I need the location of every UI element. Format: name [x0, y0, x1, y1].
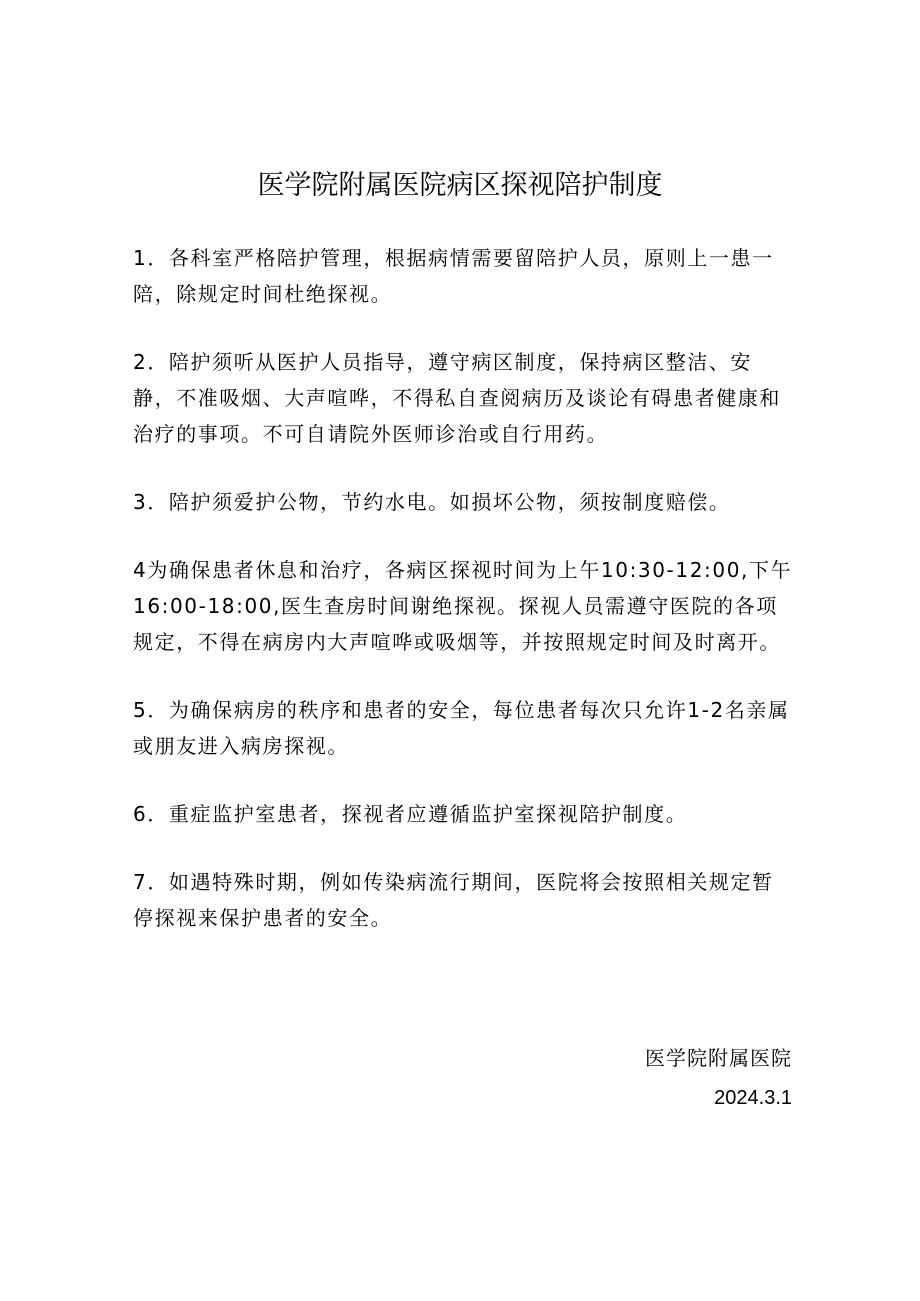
paragraph-6: 6．重症监护室患者，探视者应遵循监护室探视陪护制度。 — [133, 802, 688, 826]
signature-date: 2024.3.1 — [714, 1087, 792, 1109]
paragraph-2: 2．陪护须听从医护人员指导，遵守病区制度，保持病区整洁、安静，不准吸烟、大声喧哗，不得私自查阅病历及谈论有碍患者健康和治疗的事项。不可自请院外医师诊治或自行用药。 — [133, 350, 781, 446]
paragraph-4: 4为确保患者休息和治疗，各病区探视时间为上午10:30-12:00,下午16:00-18:00,医生查房时间谢绝探视。探视人员需遵守医院的各项规定，不得在病房内大声喧哗或吸烟等，并按照规定时间及时离开。 — [133, 558, 793, 654]
signature-organization: 医学院附属医院 — [645, 1046, 792, 1070]
paragraph-1: 1．各科室严格陪护管理，根据病情需要留陪护人员，原则上一患一陪，除规定时间杜绝探视。 — [133, 246, 774, 306]
paragraph-3: 3．陪护须爱护公物，节约水电。如损坏公物，须按制度赔偿。 — [133, 490, 731, 514]
document-title: 医学院附属医院病区探视陪护制度 — [257, 170, 663, 201]
paragraph-7: 7．如遇特殊时期，例如传染病流行期间，医院将会按照相关规定暂停探视来保护患者的安全。 — [133, 870, 774, 930]
signature-block — [645, 1038, 792, 1118]
paragraph-5: 5．为确保病房的秩序和患者的安全，每位患者每次只允许1-2名亲属或朋友进入病房探视。 — [133, 698, 790, 758]
document-body — [133, 240, 793, 968]
